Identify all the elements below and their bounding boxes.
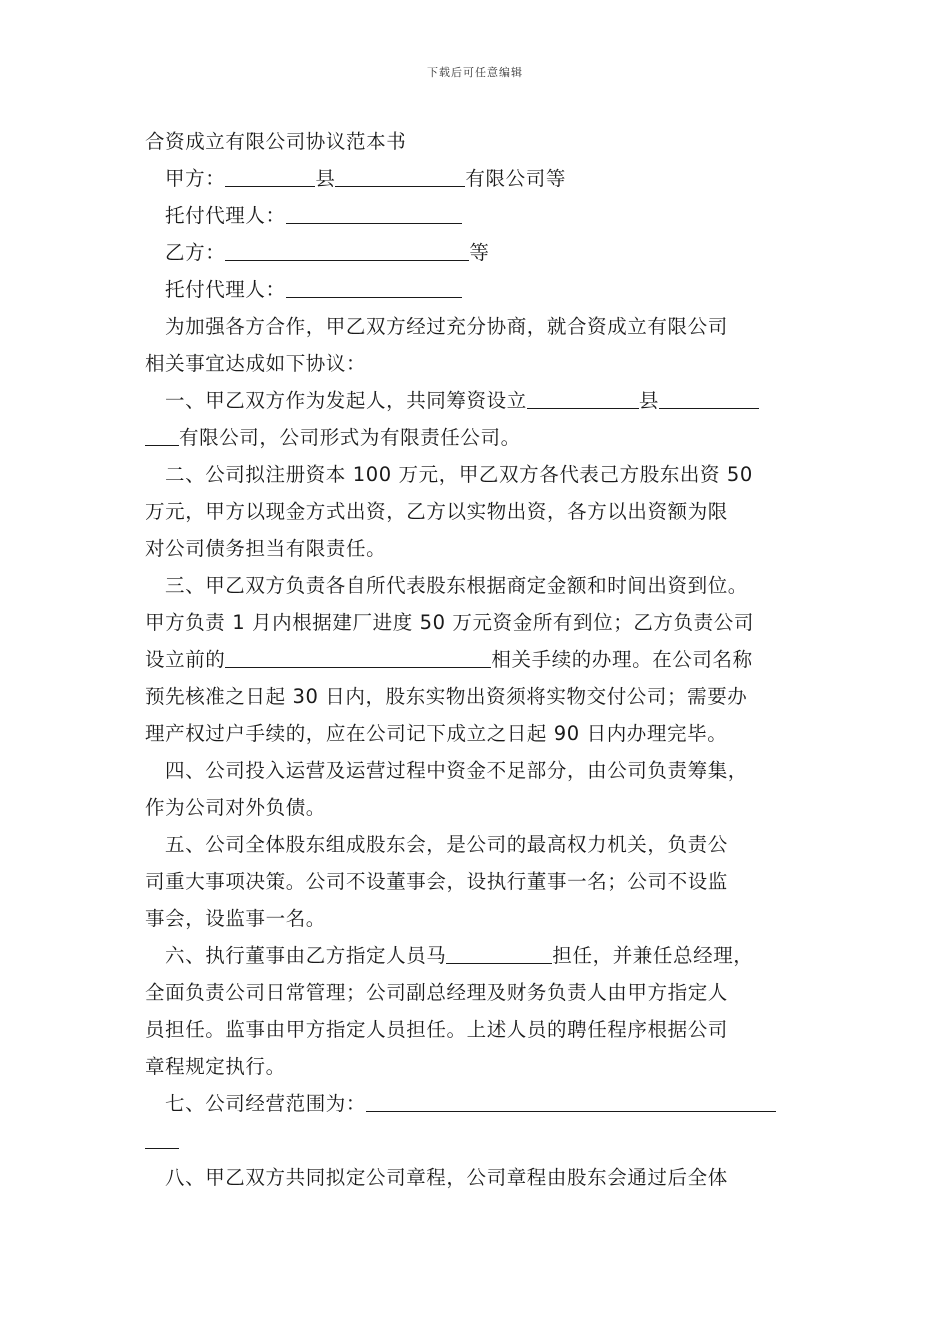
- clause-1-line-1: [145, 382, 810, 419]
- clause-7-blank-1[interactable]: [366, 1110, 776, 1112]
- clause-3-prefix: 设立前的: [145, 648, 226, 671]
- intro-line-1: 为加强各方合作，甲乙双方经过充分协商，就合资成立有限公司: [165, 315, 728, 338]
- agent-a-label: 托付代理人：: [165, 204, 286, 227]
- page-header: 下载后可任意编辑: [427, 66, 523, 79]
- clause-1-blank-3[interactable]: [145, 444, 179, 446]
- party-a-county: 县: [315, 167, 336, 190]
- clause-3-line-2: 甲方负责 1 月内根据建厂进度 50 万元资金所有到位；乙方负责公司: [145, 611, 754, 634]
- clause-3-line-3: [145, 641, 810, 678]
- clause-6-line-1: [145, 937, 810, 974]
- clause-7-line-2: [145, 1122, 810, 1159]
- clause-7-blank-2[interactable]: [145, 1147, 179, 1149]
- party-b-suffix: 等: [469, 241, 490, 264]
- clause-1-prefix: 一、甲乙双方作为发起人，共同筹资设立: [165, 389, 527, 412]
- clause-5-line-3: 事会，设监事一名。: [145, 907, 326, 930]
- clause-4-line-2: 作为公司对外负债。: [145, 796, 326, 819]
- clause-6-blank[interactable]: [446, 962, 552, 964]
- clause-6-line-3: 员担任。监事由甲方指定人员担任。上述人员的聘任程序根据公司: [145, 1018, 728, 1041]
- clause-1-line-2: [145, 419, 810, 456]
- clause-6-line-2: 全面负责公司日常管理；公司副总经理及财务负责人由甲方指定人: [145, 981, 728, 1004]
- clause-6-line-4: 章程规定执行。: [145, 1055, 286, 1078]
- clause-1-suffix: 有限公司，公司形式为有限责任公司。: [179, 426, 521, 449]
- clause-6-suffix: 担任，并兼任总经理，: [552, 944, 754, 967]
- clause-7-prefix: 七、公司经营范围为：: [165, 1092, 367, 1115]
- document-body: [145, 123, 810, 1196]
- party-a-blank-1[interactable]: [225, 185, 315, 187]
- clause-3-blank[interactable]: [225, 666, 491, 668]
- agent-b-line: [145, 271, 810, 308]
- party-b-blank[interactable]: [225, 259, 469, 261]
- clause-4-line-1: 四、公司投入运营及运营过程中资金不足部分，由公司负责筹集，: [165, 759, 748, 782]
- intro-line-2: 相关事宜达成如下协议：: [145, 352, 367, 375]
- agent-b-label: 托付代理人：: [165, 278, 286, 301]
- clause-8-line-1: 八、甲乙双方共同拟定公司章程，公司章程由股东会通过后全体: [165, 1166, 728, 1189]
- agent-b-blank[interactable]: [286, 296, 462, 298]
- clause-3-line-1: 三、甲乙双方负责各自所代表股东根据商定金额和时间出资到位。: [165, 574, 748, 597]
- clause-2-line-2: 万元，甲方以现金方式出资，乙方以实物出资，各方以出资额为限: [145, 500, 728, 523]
- document-title: 合资成立有限公司协议范本书: [145, 130, 407, 153]
- clause-1-county: 县: [638, 389, 659, 412]
- clause-2-line-1: 二、公司拟注册资本 100 万元，甲乙双方各代表己方股东出资 50: [165, 463, 753, 486]
- clause-6-prefix: 六、执行董事由乙方指定人员马: [165, 944, 447, 967]
- clause-3-line-5: 理产权过户手续的，应在公司记下成立之日起 90 日内办理完毕。: [145, 722, 728, 745]
- party-a-label: 甲方：: [165, 167, 226, 190]
- clause-2-line-3: 对公司债务担当有限责任。: [145, 537, 387, 560]
- party-a-line: [145, 160, 810, 197]
- clause-7-line-1: [145, 1085, 810, 1122]
- party-a-company: 有限公司等: [465, 167, 566, 190]
- clause-1-blank-2[interactable]: [659, 407, 759, 409]
- clause-3-line-4: 预先核准之日起 30 日内，股东实物出资须将实物交付公司；需要办: [145, 685, 748, 708]
- clause-5-line-2: 司重大事项决策。公司不设董事会，设执行董事一名；公司不设监: [145, 870, 728, 893]
- party-b-label: 乙方：: [165, 241, 226, 264]
- agent-a-line: [145, 197, 810, 234]
- party-b-line: [145, 234, 810, 271]
- party-a-blank-2[interactable]: [335, 185, 465, 187]
- clause-1-blank-1[interactable]: [527, 407, 639, 409]
- agent-a-blank[interactable]: [286, 222, 462, 224]
- clause-5-line-1: 五、公司全体股东组成股东会，是公司的最高权力机关，负责公: [165, 833, 728, 856]
- clause-3-suffix: 相关手续的办理。在公司名称: [491, 648, 753, 671]
